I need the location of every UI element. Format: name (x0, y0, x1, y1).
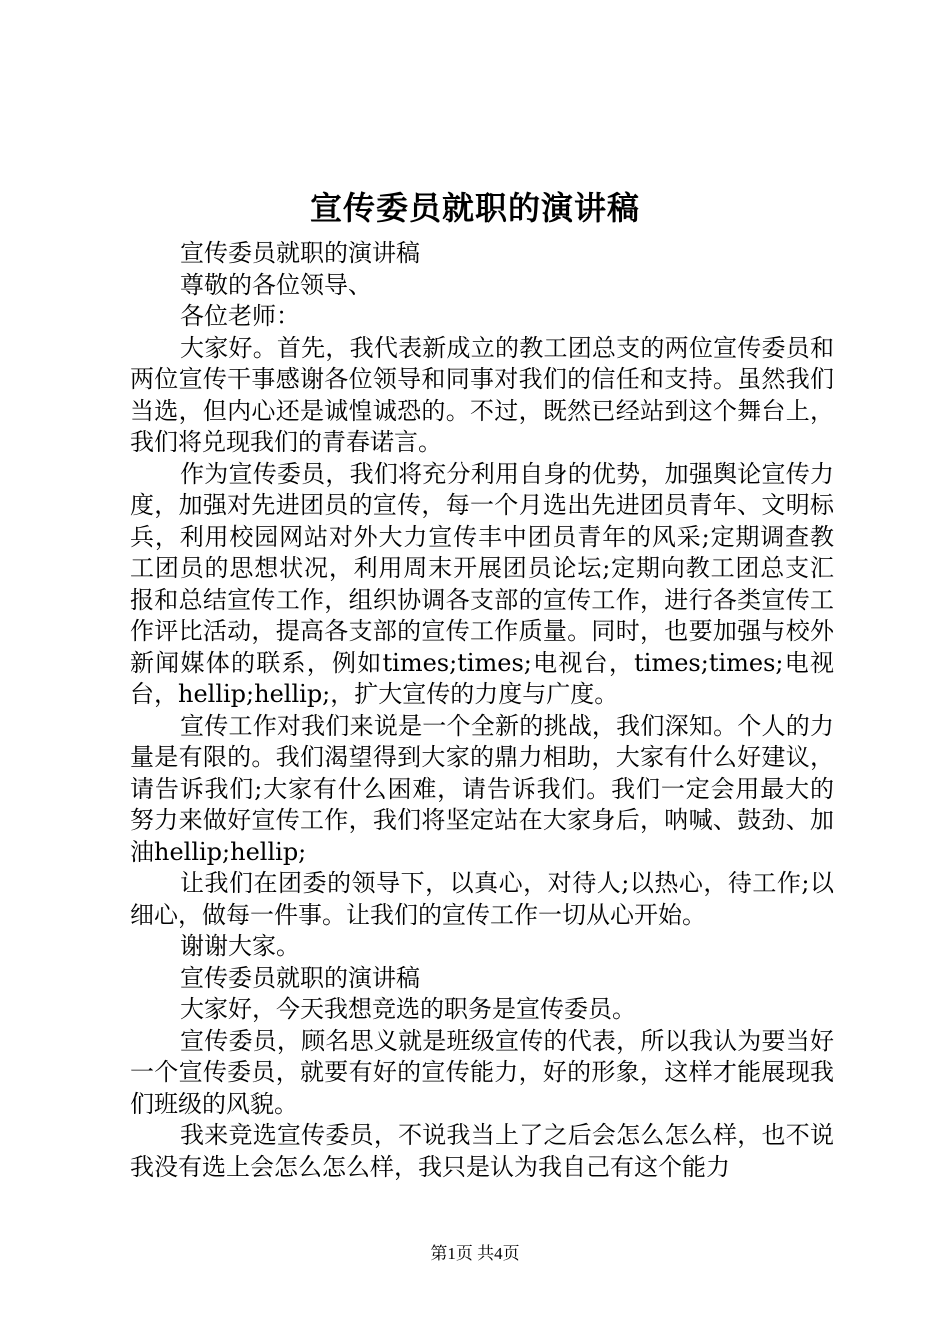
page-footer: 第1页 共4页 (430, 1244, 520, 1263)
paragraph-second-title: 宣传委员就职的演讲稿 (180, 963, 420, 992)
paragraph-subtitle: 宣传委员就职的演讲稿 (180, 239, 420, 267)
page-title: 宣传委员就职的演讲稿 (309, 189, 640, 227)
paragraph-thanks: 谢谢大家。 (180, 932, 300, 960)
paragraph-salutation-teachers: 各位老师： (180, 302, 300, 330)
paragraph-second-greeting: 大家好，今天我想竞选的职务是宣传委员。 (180, 995, 636, 1023)
paragraph-challenge: 宣传工作对我们来说是一个全新的挑战，我们深知。个人的力量是有限的。我们渴望得到大家的鼎力相助，大家有什么好建议，请告诉我们;大家有什么困难，请告诉我们。我们一定会用最大的努力来做好宣传工作，我们将坚定站在大家身后，呐喊、鼓劲、加油hellip;hellip; (130, 711, 834, 866)
document-body (130, 238, 834, 1183)
paragraph-role-definition: 宣传委员，顾名思义就是班级宣传的代表，所以我认为要当好一个宣传委员，就要有好的宣传能力，好的形象，这样才能展现我们班级的风貌。 (130, 1026, 834, 1118)
paragraph-commitment: 让我们在团委的领导下，以真心，对待人;以热心，待工作;以细心，做每一件事。让我们的宣传工作一切从心开始。 (130, 869, 834, 929)
paragraph-greeting: 大家好。首先，我代表新成立的教工团总支的两位宣传委员和两位宣传干事感谢各位领导和同事对我们的信任和支持。虽然我们当选，但内心还是诚惶诚恐的。不过，既然已经站到这个舞台上，我们将兑现我们的青春诺言。 (130, 333, 834, 456)
paragraph-duties: 作为宣传委员，我们将充分利用自身的优势，加强舆论宣传力度，加强对先进团员的宣传，每一个月选出先进团员青年、文明标兵，利用校园网站对外大力宣传丰中团员青年的风采;定期调查教工团员的思想状况，利用周末开展团员论坛;定期向教工团总支汇报和总结宣传工作，组织协调各支部的宣传工作，进行各类宣传工作评比活动，提高各支部的宣传工作质量。同时，也要加强与校外新闻媒体的联系，例如times;times;电视台，times;times;电视台，hellip;hellip;，扩大宣传的力度与广度。 (130, 459, 834, 708)
paragraph-salutation-leaders: 尊敬的各位领导、 (180, 270, 372, 299)
paragraph-motivation: 我来竞选宣传委员，不说我当上了之后会怎么怎么样，也不说我没有选上会怎么怎么样，我只是认为我自己有这个能力 (130, 1121, 834, 1181)
